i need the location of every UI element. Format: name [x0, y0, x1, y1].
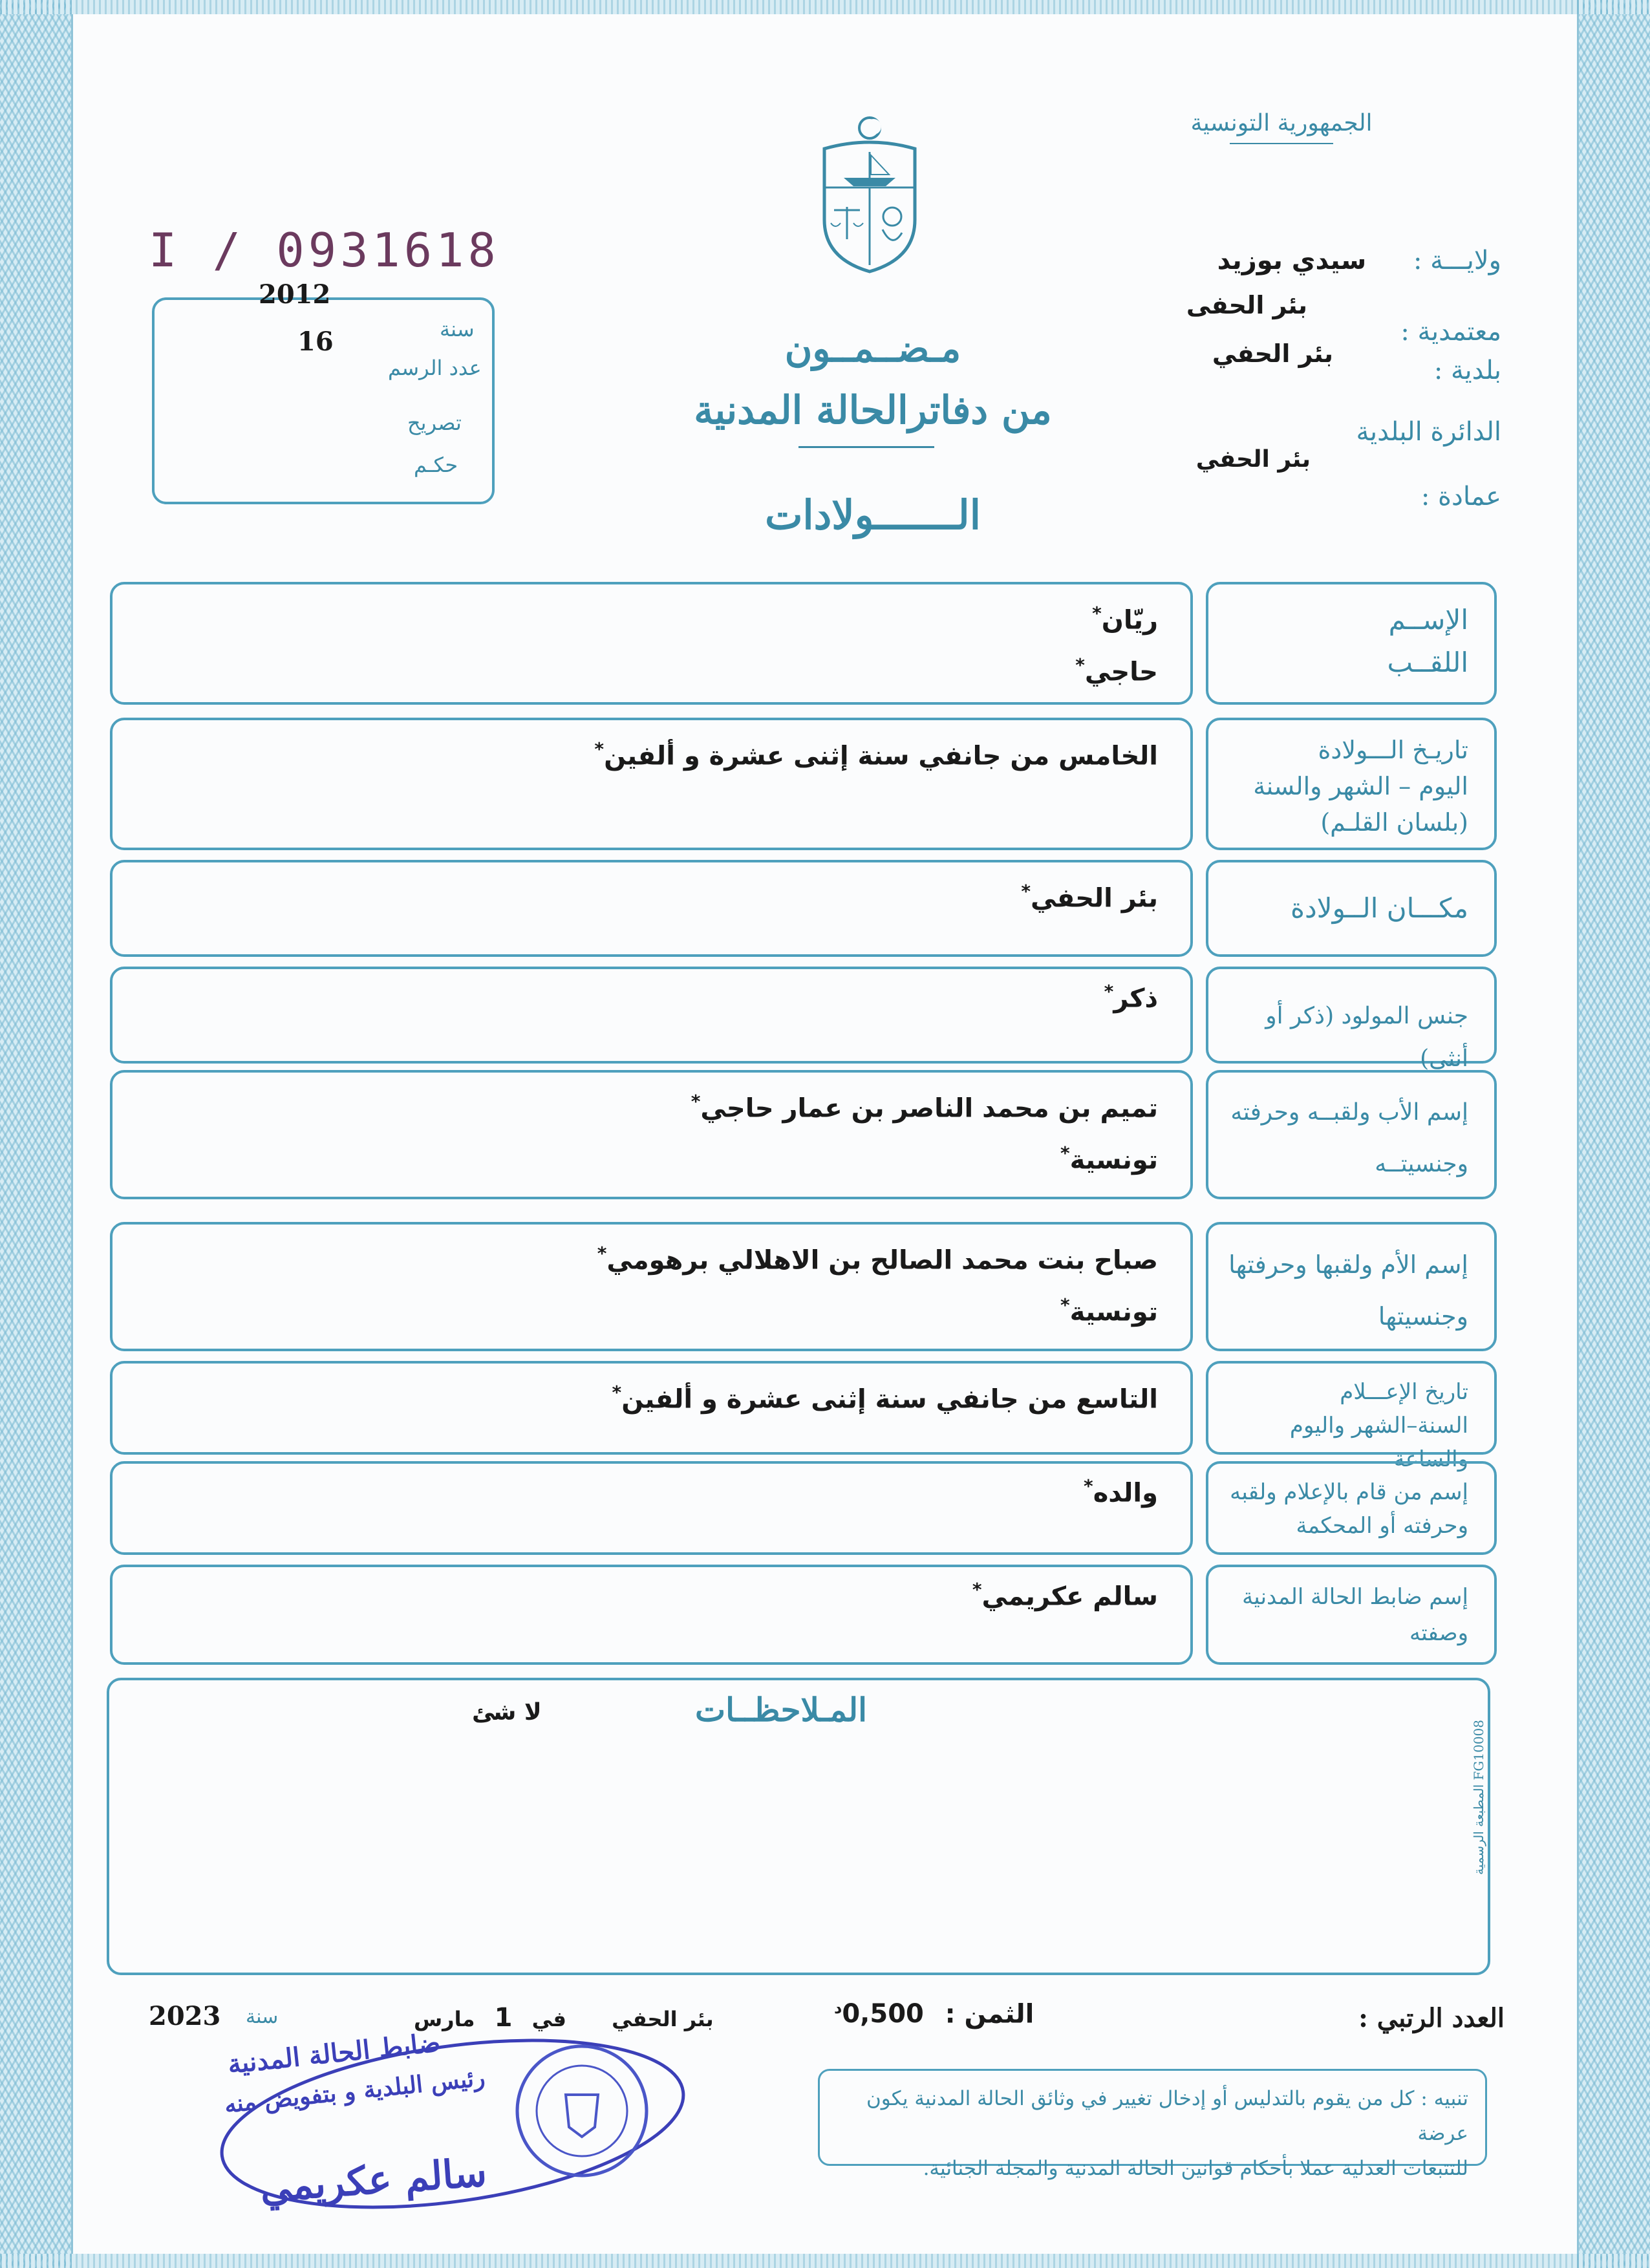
row-birthplace-label-box — [1206, 860, 1497, 957]
row-father-label-box — [1206, 1070, 1497, 1199]
row-officer-value-box: سالم عكريمي* — [110, 1565, 1193, 1665]
baladia-label: بلدية : — [1433, 356, 1501, 385]
birthdate-label: تاريـخ الـــولادة — [1318, 736, 1468, 764]
price-value: 0,500 — [842, 1999, 924, 2029]
issue-date-line — [414, 2003, 714, 2033]
republic-heading: الجمهورية التونسية — [1152, 110, 1411, 144]
price-unit: د — [834, 1999, 842, 2017]
price-label: الثمن : — [945, 1999, 1034, 2029]
remarks-label: المـلاحظــات — [695, 1691, 868, 1729]
record-declaration-label: تصريح — [407, 411, 462, 435]
father-name-value: تميم بن محمد الناصر بن عمار حاجي — [700, 1093, 1158, 1124]
officer-sublabel: وصفته — [1409, 1620, 1468, 1646]
row-declaration-date-value-box: التاسع من جانفي سنة إثنى عشرة و ألفين* — [110, 1361, 1193, 1455]
father-sublabel: وجنسيتــه — [1375, 1151, 1468, 1177]
baladia-value: بئر الحفي — [1212, 339, 1333, 368]
row-father-value-box: تميم بن محمد الناصر بن عمار حاجي* تونسية* — [110, 1070, 1193, 1199]
declaration-date-value: التاسع من جانفي سنة إثنى عشرة و ألفين — [621, 1384, 1158, 1415]
issue-month: مارس — [414, 2007, 475, 2031]
declarant-value: والده — [1093, 1478, 1158, 1508]
declarant-sublabel: وحرفته أو المحكمة — [1296, 1513, 1468, 1539]
record-year-value: 2012 — [259, 279, 331, 310]
mother-nationality-value: تونسية — [1069, 1297, 1158, 1327]
issue-in-label: في — [531, 2007, 566, 2031]
birthplace-value: بئر الحفي — [1031, 883, 1158, 914]
row-name-label-box — [1206, 582, 1497, 705]
security-border-left — [0, 0, 73, 2268]
mother-name-value: صباح بنت محمد الصالح بن الاهلالي برهومي — [606, 1245, 1158, 1276]
security-border-right — [1577, 0, 1650, 2268]
row-mother-label-box — [1206, 1222, 1497, 1351]
officer-signature: سالم عكريمي — [259, 2150, 489, 2211]
omada-label: عمادة : — [1420, 482, 1501, 511]
mother-label: إسم الأم ولقبها وحرفتها — [1228, 1250, 1468, 1279]
first-name-value: ريّان — [1101, 605, 1158, 636]
row-birthplace-value-box: بئر الحفي* — [110, 860, 1193, 957]
declaration-date-sublabel: السنة–الشهر واليوم والساعة — [1289, 1413, 1468, 1472]
birthdate-value: الخامس من جانفي سنة إثنى عشرة و ألفين — [604, 741, 1158, 771]
row-officer-label-box — [1206, 1565, 1497, 1665]
declaration-date-label: تاريخ الإعـــلام — [1340, 1379, 1468, 1405]
title-line3: الـــــــولادات — [765, 491, 981, 539]
row-name-values: ريّان* حاجي* — [1075, 603, 1158, 687]
row-sex-value-box: ذكر* — [110, 967, 1193, 1064]
title-line1: مـضــمــون — [784, 326, 961, 370]
stamp-subtitle: رئيس البلدية و بتفويض منه — [223, 2064, 487, 2119]
notice-box — [818, 2069, 1487, 2180]
row-mother-value-box: صباح بنت محمد الصالح بن الاهلالي برهومي* تونسية* — [110, 1222, 1193, 1351]
row-birthdate-label-box — [1206, 718, 1497, 850]
row-declaration-date-label-box — [1206, 1361, 1497, 1472]
side-print-label: المطبعة الرسمية FG10008 — [1471, 1720, 1486, 1875]
security-border-top — [0, 0, 1650, 14]
ordinal-label: العدد الرتبي : — [1358, 2003, 1505, 2033]
birthdate-note: (بلسان القلـم) — [1320, 808, 1468, 837]
birthplace-label: مكـــان الــولادة — [1290, 892, 1468, 924]
record-year-label: سنة — [440, 317, 475, 341]
wilaya-line — [1113, 246, 1501, 275]
issue-year-value: 2023 — [149, 2001, 221, 2031]
row-birthdate-value-box: الخامس من جانفي سنة إثنى عشرة و ألفين* — [110, 718, 1193, 850]
surname-label: اللقــب — [1387, 647, 1468, 678]
tunisia-coat-of-arms-icon — [811, 110, 928, 278]
record-judgment-label: حكـم — [414, 453, 458, 477]
daira-label: الدائرة البلدية — [1356, 417, 1501, 447]
surname-value: حاجي — [1084, 657, 1158, 687]
remarks-value: لا شئ — [472, 1699, 542, 1726]
stamp-title: ضابط الحالة المدنية — [226, 2027, 442, 2080]
sex-value: ذكر — [1113, 983, 1158, 1014]
sex-label: جنس المولود (ذكر أو أنثى) — [1265, 1003, 1468, 1072]
title-underline — [798, 446, 934, 448]
officer-value: سالم عكريمي — [981, 1581, 1158, 1612]
declarant-label: إسم من قام بالإعلام ولقبه — [1230, 1479, 1468, 1505]
officer-label: إسم ضابط الحالة المدنية — [1242, 1584, 1468, 1610]
price-line — [834, 1999, 1034, 2029]
notice-line1: تنبيه : كل من يقوم بالتدليس أو إدخال تغيير في وثائق الحالة المدنية يكون عرضة — [866, 2087, 1468, 2145]
notice-line2: للتتبعات العدلية عملا بأحكام قوانين الحالة المدنية والمجلة الجنائية. — [923, 2157, 1468, 2180]
wilaya-label: ولايـــة : — [1413, 246, 1501, 275]
row-declarant-label-box — [1206, 1461, 1497, 1555]
issue-day: 1 — [494, 2003, 513, 2033]
motamadia-value: بئر الحفى — [1186, 291, 1307, 319]
wilaya-value: سيدي بوزيد — [1217, 246, 1367, 275]
record-number-label: عدد الرسم — [388, 356, 482, 380]
row-sex-label-box — [1206, 967, 1497, 1072]
father-label: إسم الأب ولقبــه وحرفته — [1230, 1099, 1468, 1126]
row-name-labels — [1208, 584, 1494, 684]
serial-number: I / 0931618 — [149, 223, 500, 277]
omada-value: بئر الحفي — [1195, 446, 1311, 473]
mother-sublabel: وجنسيتها — [1378, 1302, 1468, 1331]
issue-year-label: سنة — [246, 2006, 279, 2028]
row-declarant-value-box: والده* — [110, 1461, 1193, 1555]
row-name-value-box — [110, 582, 1193, 705]
title-line2: من دفاترالحالة المدنية — [694, 388, 1052, 433]
father-nationality-value: تونسية — [1069, 1145, 1158, 1175]
record-number-value: 16 — [297, 326, 334, 357]
birthdate-sublabel: اليوم – الشهر والسنة — [1253, 772, 1468, 800]
first-name-label: الإســم — [1388, 604, 1468, 636]
security-border-bottom — [0, 2254, 1650, 2268]
motamadia-label: معتمدية : — [1400, 317, 1501, 347]
issue-place: بئر الحفي — [612, 2007, 714, 2031]
